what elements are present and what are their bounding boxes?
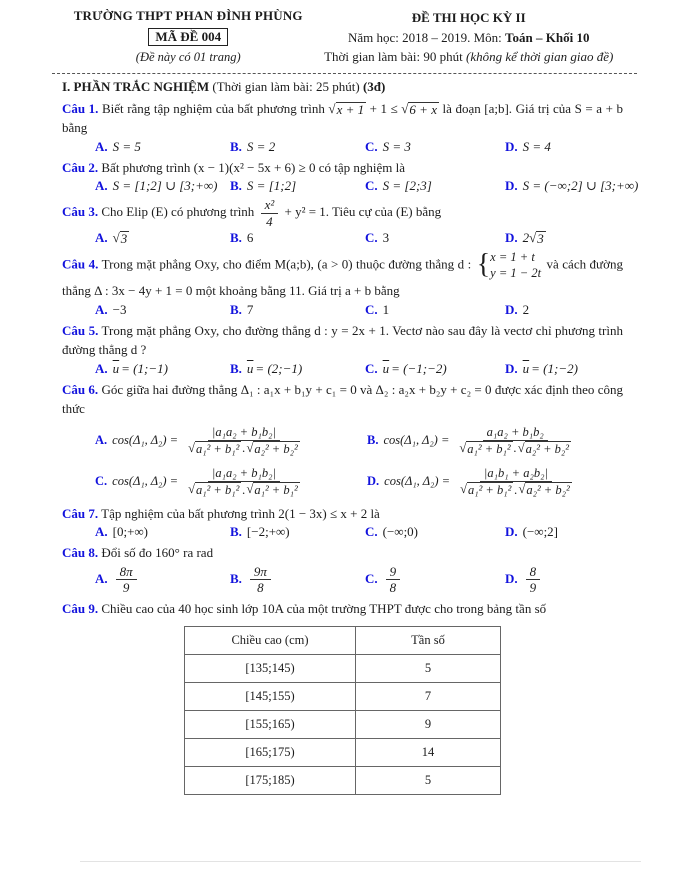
answer-option (505, 361, 623, 377)
height-range-cell: [155;165) (185, 711, 356, 739)
table-row (185, 655, 501, 683)
formula-lhs: cos(Δ₁, Δ₂) = (384, 474, 451, 489)
answer-option (505, 564, 623, 596)
answer-option (95, 178, 230, 194)
formula-lhs: cos(Δ₁, Δ₂) = (112, 474, 179, 489)
answer-letter: C. (365, 570, 378, 586)
question-8-label: Câu 8. (62, 545, 99, 561)
answer-option (230, 361, 365, 377)
exam-code-wrap (62, 24, 314, 46)
sqrt-expression (529, 231, 546, 247)
answer-letter: A. (95, 570, 108, 586)
formula-lhs: cos(Δ₁, Δ₂) = (383, 433, 450, 448)
answer-text: = (1;−1) (121, 360, 168, 376)
formula-option (367, 466, 623, 497)
answer-option (230, 230, 365, 247)
multiply-dot: . (242, 482, 246, 497)
sqrt-expression (518, 482, 571, 497)
answer-letter: D. (505, 360, 518, 376)
question-9-label: Câu 9. (62, 600, 99, 616)
system-line-2: y = 1 − 2t (490, 265, 542, 280)
answer-row-2 (62, 178, 639, 194)
answer-option (95, 361, 230, 377)
table-header-frequency: Tần số (356, 627, 501, 655)
question-7-label: Câu 7. (62, 505, 99, 521)
radical-icon: √ (112, 230, 120, 246)
answer-letter: C. (365, 178, 378, 193)
answer-letter: B. (230, 301, 242, 317)
answer-letter: B. (367, 433, 379, 448)
answer-letter: C. (365, 230, 378, 246)
question-2-text: Bất phương trình (x − 1)(x² − 5x + 6) ≥ 0 có tập nghiệm là (98, 159, 406, 175)
vector-u: $\overline{u}$ (246, 360, 254, 376)
answer-row-5 (62, 361, 623, 377)
sqrt-expression (460, 482, 513, 497)
answer-letter: D. (505, 524, 518, 540)
vector-u: $\overline{u}$ (522, 360, 530, 376)
answer-letter: C. (365, 138, 378, 154)
fraction-denominator: 4 (266, 213, 273, 229)
question-3-text: + y² = 1. Tiêu cự của (E) bằng (281, 204, 442, 220)
fraction-numerator: 8 (526, 564, 541, 581)
answer-option (505, 139, 623, 155)
vector-u: $\overline{u}$ (112, 360, 120, 376)
answer-letter: B. (230, 178, 242, 193)
radical-icon: √ (246, 440, 254, 455)
question-3 (62, 197, 623, 229)
sqrt-expression (113, 231, 130, 247)
header-right (314, 8, 623, 67)
question-4 (62, 250, 623, 301)
section-points: (3đ) (362, 78, 386, 94)
answer-text: S = 3 (382, 138, 411, 154)
answer-letter: A. (95, 433, 108, 448)
radicand: a₂² + b₂² (526, 483, 570, 498)
fraction-denominator: 9 (122, 580, 130, 596)
answer-option (365, 524, 505, 540)
answer-text: [−2;+∞) (246, 524, 290, 540)
system-lines (490, 250, 541, 281)
answer-option (365, 302, 505, 318)
radicand: a₁² + b₁² (467, 441, 511, 456)
answer-option (365, 139, 505, 155)
system-line-1: x = 1 + t (490, 250, 535, 265)
answer-option (230, 564, 365, 596)
answer-option (365, 361, 505, 377)
table-row (185, 683, 501, 711)
exam-code-box: MÃ ĐỀ 004 (148, 28, 228, 46)
fraction (184, 425, 304, 456)
section-title: I. PHẦN TRẮC NGHIỆM (62, 78, 210, 94)
answer-letter: A. (95, 138, 108, 154)
radical-icon: √ (328, 100, 336, 116)
answer-text: 6 (246, 230, 254, 246)
question-8-text: Đổi số đo 160° ra rad (98, 545, 214, 561)
answer-text: S = [2;3] (382, 178, 432, 193)
answer-letter: D. (505, 301, 518, 317)
answer-text: = (−1;−2) (391, 360, 447, 376)
question-3-label: Câu 3. (62, 204, 99, 220)
school-name: TRƯỜNG THPT PHAN ĐÌNH PHÙNG (73, 8, 303, 23)
header-left (62, 8, 314, 67)
formula-option (367, 425, 623, 456)
answer-text: = (1;−2) (531, 360, 578, 376)
sqrt-expression (188, 441, 241, 456)
fraction-numerator: x² (261, 197, 279, 214)
time-line (314, 47, 623, 67)
answer-letter: A. (95, 524, 108, 540)
answer-letter: D. (505, 230, 518, 246)
answer-letter: D. (505, 570, 518, 586)
answer-text: −3 (112, 301, 127, 317)
fraction-denominator (184, 482, 304, 497)
question-3-text: Cho Elip (E) có phương trình (98, 204, 258, 220)
formula-lhs: cos(Δ₁, Δ₂) = (112, 433, 179, 448)
fraction (386, 564, 401, 596)
fraction-numerator: |a₁b₁ + a₂b₂| (480, 466, 552, 482)
answer-text: = (2;−1) (255, 360, 303, 376)
equation-system (477, 250, 541, 281)
answer-text: 7 (246, 301, 254, 317)
question-7 (62, 504, 623, 524)
formula-option (95, 425, 367, 456)
fraction-denominator: 9 (529, 580, 537, 596)
fraction-numerator: 9π (250, 564, 271, 581)
answer-option (95, 524, 230, 540)
brace-icon: { (476, 248, 491, 280)
radical-icon: √ (460, 482, 467, 497)
question-5-label: Câu 5. (62, 322, 99, 338)
vector-u: $\overline{u}$ (382, 360, 390, 376)
fraction (456, 466, 576, 497)
fraction-denominator (456, 482, 576, 497)
answer-option (95, 139, 230, 155)
table-row (185, 739, 501, 767)
question-1-text: + 1 ≤ (366, 100, 402, 116)
sqrt-expression (518, 441, 571, 456)
radical-icon: √ (188, 482, 195, 497)
answer-text: [0;+∞) (112, 524, 149, 540)
answer-text: (−∞;0) (382, 524, 419, 540)
radicand: 3 (120, 231, 128, 247)
sqrt-expression (459, 441, 512, 456)
answer-text: (−∞;2] (522, 524, 559, 540)
radical-icon: √ (246, 482, 254, 497)
answer-text: 3 (382, 230, 390, 246)
table-row (185, 711, 501, 739)
height-range-cell: [135;145) (185, 655, 356, 683)
answer-letter: A. (95, 301, 108, 317)
answer-letter: B. (230, 360, 242, 376)
fraction-numerator: 9 (386, 564, 401, 581)
question-8 (62, 543, 623, 563)
answer-letter: D. (367, 474, 380, 489)
answer-text: S = [1;2] ∪ [3;+∞) (112, 178, 218, 193)
fraction-denominator: 8 (257, 580, 264, 596)
answer-row-3 (62, 230, 623, 247)
answer-letter: B. (230, 570, 242, 586)
page-note: (Đề này có 01 trang) (135, 50, 241, 64)
year-line (314, 28, 623, 48)
fraction-numerator: a₁a₂ + b₁b₂ (483, 425, 548, 441)
answer-option (505, 302, 623, 318)
answer-option (505, 230, 623, 247)
sqrt-expression (246, 441, 299, 456)
radicand: a₂² + b₂² (254, 441, 298, 456)
fraction-numerator: 8π (116, 564, 137, 581)
answer-option (230, 178, 365, 194)
answer-text: S = 2 (246, 138, 276, 154)
answer-option (365, 178, 505, 194)
radical-icon: √ (401, 100, 409, 116)
question-4-label: Câu 4. (62, 256, 99, 272)
question-4-text: Trong mặt phẳng Oxy, cho điểm M(a;b), (a > 0) thuộc đường thẳng d : (98, 256, 475, 272)
answer-option (505, 178, 638, 194)
answer-option (365, 564, 505, 596)
subject-grade: Toán – Khối 10 (505, 29, 590, 45)
radicand: a₁² + b₁² (195, 483, 240, 498)
answer-text: 2 (522, 301, 530, 317)
question-1-text: là đoạn [a;b]. Giá trị của S = a + b bằng (62, 100, 623, 135)
answer-row-8 (62, 564, 623, 596)
answer-letter: C. (365, 301, 378, 317)
fraction (250, 564, 271, 596)
answer-row-1 (62, 139, 623, 155)
answer-option (95, 230, 230, 247)
sqrt-expression (328, 102, 366, 118)
question-1 (62, 99, 623, 138)
answer-letter: D. (505, 178, 518, 193)
radicand: 3 (537, 231, 544, 247)
section-subtitle: (Thời gian làm bài: 25 phút) (209, 78, 363, 94)
answer-letter: C. (365, 360, 378, 376)
answer-row-7 (62, 524, 623, 540)
answer-option (230, 302, 365, 318)
header-separator (52, 73, 637, 74)
frequency-cell: 14 (356, 739, 501, 767)
multiply-dot: . (513, 441, 517, 456)
multiply-dot: . (242, 441, 246, 456)
frequency-cell: 5 (356, 767, 501, 795)
question-6-label: Câu 6. (62, 381, 99, 397)
answer-text: S = [1;2] (246, 178, 297, 193)
question-4-text: và cách đường thẳng Δ : 3x − 4y + 1 = 0 một khoảng bằng 11. Giá trị a + b bằng (62, 256, 623, 299)
formula-option (95, 466, 367, 497)
frequency-table (184, 626, 501, 795)
section-heading (62, 79, 623, 95)
frequency-cell: 9 (356, 711, 501, 739)
answer-letter: B. (230, 524, 242, 540)
exam-header (62, 8, 623, 67)
radicand: a₂² + b₂² (525, 441, 570, 456)
radicand: 6 + x (409, 101, 437, 117)
answer-option (505, 524, 623, 540)
answer-letter: A. (95, 230, 108, 246)
radical-icon: √ (518, 482, 526, 497)
question-7-text: Tập nghiệm của bất phương trình 2(1 − 3x) ≤ x + 2 là (98, 505, 380, 521)
answer-option (365, 230, 505, 247)
radical-icon: √ (529, 230, 537, 246)
answer-option (95, 564, 230, 596)
question-9 (62, 599, 623, 619)
fraction (116, 564, 137, 596)
answer-row-4 (62, 302, 623, 318)
fraction (526, 564, 541, 596)
answer-text: S = 5 (112, 138, 141, 154)
question-6-text: Góc giữa hai đường thẳng Δ₁ : a₁x + b₁y + c₁ = 0 và Δ₂ : a₂x + b₂y + c₂ = 0 được xác định theo công thức (62, 381, 623, 417)
radical-icon: √ (188, 440, 195, 455)
answer-text: 2 (522, 230, 530, 246)
question-2 (62, 158, 623, 178)
radical-icon: √ (459, 440, 467, 455)
radical-icon: √ (517, 440, 525, 455)
question-1-label: Câu 1. (62, 100, 99, 116)
answer-option (230, 139, 365, 155)
question-5-text: Trong mặt phẳng Oxy, cho đường thẳng d : y = 2x + 1. Vectơ nào sau đây là vectơ chỉ phương trình đường thẳng d ? (62, 322, 623, 358)
fraction (184, 466, 304, 497)
fraction-numerator: |a₁a₂ + b₁b₂| (208, 466, 280, 482)
table-row (185, 767, 501, 795)
exam-title: ĐỀ THI HỌC KỲ II (411, 10, 526, 25)
question-9-text: Chiều cao của 40 học sinh lớp 10A của một trường THPT được cho trong bảng tần số (98, 600, 547, 616)
radicand: a₁² + b₁² (195, 441, 240, 456)
answer-option (95, 302, 230, 318)
time-note: (không kể thời gian giao đề) (465, 49, 614, 64)
table-header-height: Chiều cao (cm) (185, 627, 356, 655)
fraction-numerator: |a₁a₂ + b₁b₂| (208, 425, 280, 441)
radicand: x + 1 (336, 101, 365, 117)
height-range-cell: [165;175) (185, 739, 356, 767)
answer-letter: C. (365, 524, 378, 540)
answer-text: S = 4 (522, 138, 551, 154)
fraction-denominator: 8 (389, 580, 397, 596)
answer-text: S = (−∞;2] ∪ [3;+∞) (522, 178, 639, 193)
formula-grid (62, 425, 623, 498)
question-2-label: Câu 2. (62, 159, 99, 175)
answer-letter: A. (95, 360, 108, 376)
answer-letter: B. (230, 230, 242, 246)
height-range-cell: [145;155) (185, 683, 356, 711)
sqrt-expression (401, 102, 439, 118)
answer-letter: B. (230, 138, 242, 154)
answer-option (230, 524, 365, 540)
fraction-denominator (184, 441, 304, 456)
frequency-cell: 5 (356, 655, 501, 683)
answer-letter: A. (95, 178, 108, 193)
radicand: a₁² + b₁² (254, 483, 298, 498)
radicand: a₁² + b₁² (467, 483, 512, 498)
table-header-row (185, 627, 501, 655)
question-1-text: Biết rằng tập nghiệm của bất phương trình (98, 100, 329, 116)
fraction-denominator (455, 441, 575, 456)
sqrt-expression (188, 482, 241, 497)
height-range-cell: [175;185) (185, 767, 356, 795)
question-5 (62, 321, 623, 360)
year-prefix: Năm học: 2018 – 2019. Môn: (347, 29, 506, 45)
multiply-dot: . (514, 482, 518, 497)
answer-letter: D. (505, 138, 518, 154)
question-6 (62, 380, 623, 419)
fraction (455, 425, 575, 456)
page-bottom-rule (80, 861, 641, 862)
answer-text: 1 (382, 301, 390, 317)
sqrt-expression (246, 482, 299, 497)
fraction (261, 197, 279, 229)
time-prefix: Thời gian làm bài: 90 phút (324, 49, 466, 64)
frequency-cell: 7 (356, 683, 501, 711)
answer-letter: C. (95, 474, 108, 489)
